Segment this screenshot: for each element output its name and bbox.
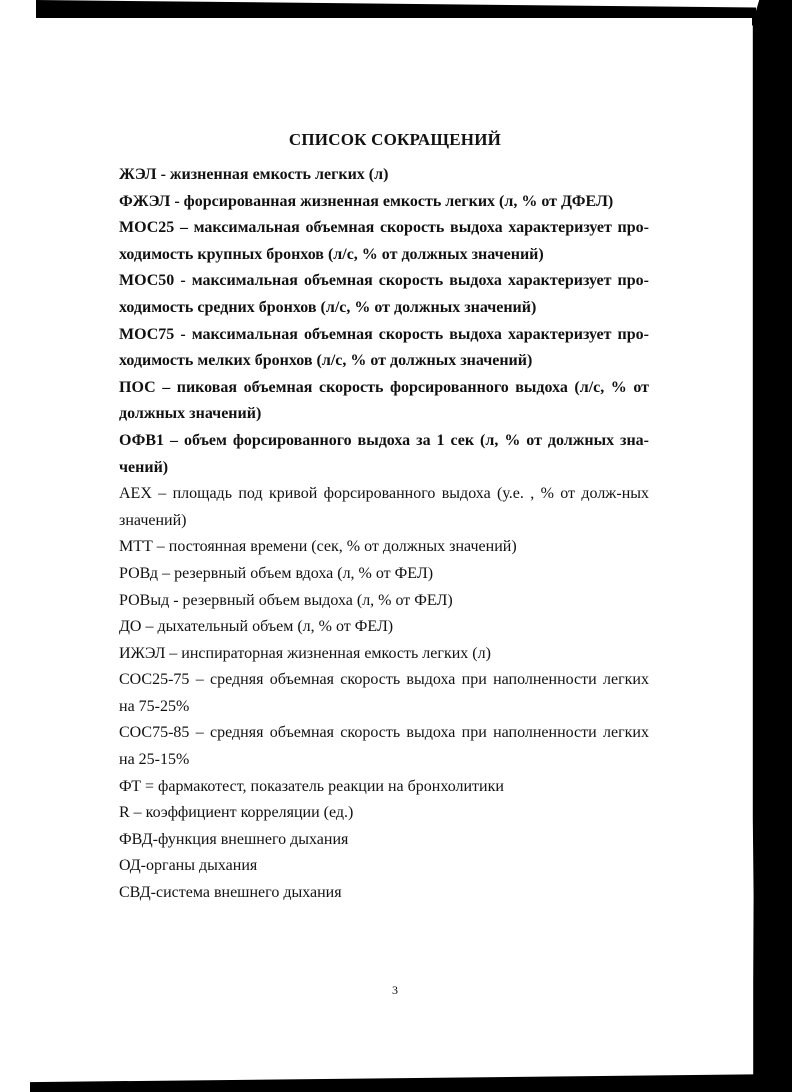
abbreviation-entry: ФТ = фармакотест, показатель реакции на бронхолитики [119,777,504,795]
scan-border-right [752,0,792,1092]
abbreviation-entry: СОС25-75 – средняя объемная скорость выдоха при наполненности легких на 75-25% [119,671,649,715]
abbreviation-entry: ПОС – пиковая объемная скорость форсированного выдоха (л/с, % от должных значений) [119,378,649,423]
abbreviation-entry: ФВД-функция внешнего дыхания [119,830,349,848]
page-number: 3 [392,983,398,997]
page-title: СПИСОК СОКРАЩЕНИЙ [288,130,502,149]
abbreviation-entry: СОС75-85 – средняя объемная скорость выдоха при наполненности легких на 25-15% [119,724,649,769]
abbreviation-entry: ОФВ1 – объем форсированного выдоха за 1 сек (л, % от должных зна-чений) [119,431,649,476]
abbreviation-entry: ИЖЭЛ – инспираторная жизненная емкость легких (л) [119,644,491,662]
abbreviation-list [119,162,649,907]
abbreviation-entry: ДО – дыхательный объем (л, % от ФЕЛ) [119,618,394,636]
document-page [38,18,752,1074]
scan-border-bottom [30,1074,792,1092]
abbreviation-entry: ЖЭЛ - жизненная емкость легких (л) [119,166,389,183]
abbreviation-entry: АЕХ – площадь под кривой форсированного выдоха (у.е. , % от долж-ных значений) [119,485,649,529]
abbreviation-entry: МОС50 - максимальная объемная скорость выдоха характеризует про-ходимость средних бронхов (л/с, % от должных значений) [119,272,649,316]
abbreviation-entry: ФЖЭЛ - форсированная жизненная емкость легких (л, % от ДФЕЛ) [119,192,614,210]
abbreviation-entry: СВД-система внешнего дыхания [119,884,342,902]
abbreviation-entry: РОВыд - резервный объем выдоха (л, % от ФЕЛ) [119,591,453,609]
abbreviation-entry: МОС25 – максимальная объемная скорость выдоха характеризует про-ходимость крупных бронхов (л/с, % от должных значений) [119,219,649,263]
abbreviation-entry: МОС75 - максимальная объемная скорость выдоха характеризует про-ходимость мелких бронхов (л/с, % от должных значений) [119,325,649,370]
abbreviation-entry: МТТ – постоянная времени (сек, % от должных значений) [119,538,517,556]
abbreviation-entry: ОД-органы дыхания [119,857,258,875]
abbreviation-entry: R – коэффициент корреляции (ед.) [119,804,354,822]
abbreviation-entry: РОВд – резервный объем вдоха (л, % от ФЕЛ) [119,564,434,582]
